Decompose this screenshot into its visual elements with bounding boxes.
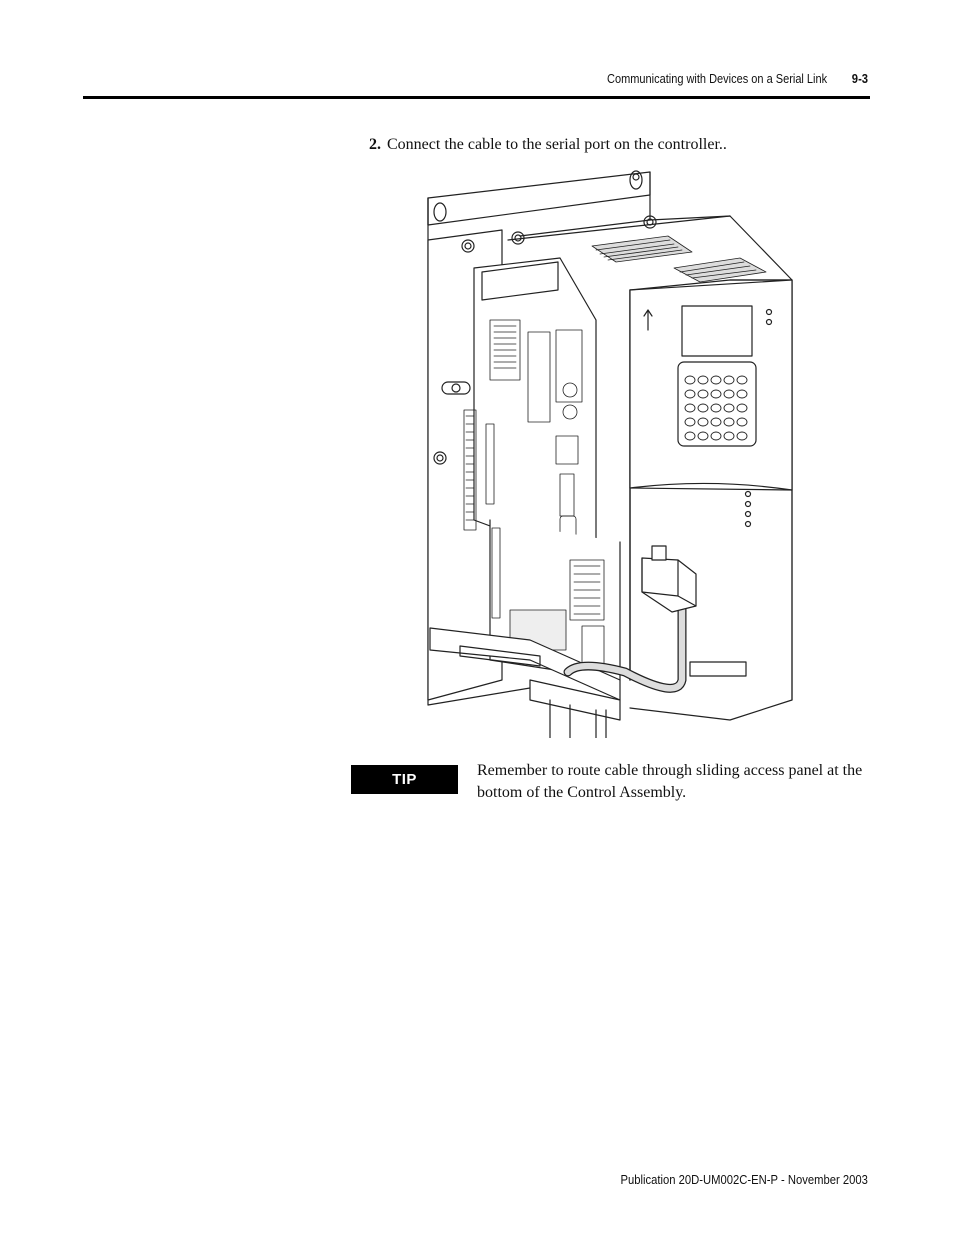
header-section-title: Communicating with Devices on a Serial Link bbox=[606, 72, 827, 86]
step-instruction bbox=[369, 136, 727, 154]
tip-text: Remember to route cable through sliding access panel at the bottom of the Control Assembly. bbox=[477, 762, 863, 801]
step-number: 2. bbox=[369, 136, 381, 153]
drive-controller-cable-illustration bbox=[420, 160, 800, 738]
footer-publication: Publication 20D-UM002C-EN-P - November 2003 bbox=[620, 1173, 868, 1187]
header-page-number: 9-3 bbox=[851, 72, 868, 86]
step-text: Connect the cable to the serial port on the controller.. bbox=[387, 136, 727, 153]
tip-badge: TIP bbox=[351, 765, 458, 794]
header-rule bbox=[83, 96, 870, 99]
